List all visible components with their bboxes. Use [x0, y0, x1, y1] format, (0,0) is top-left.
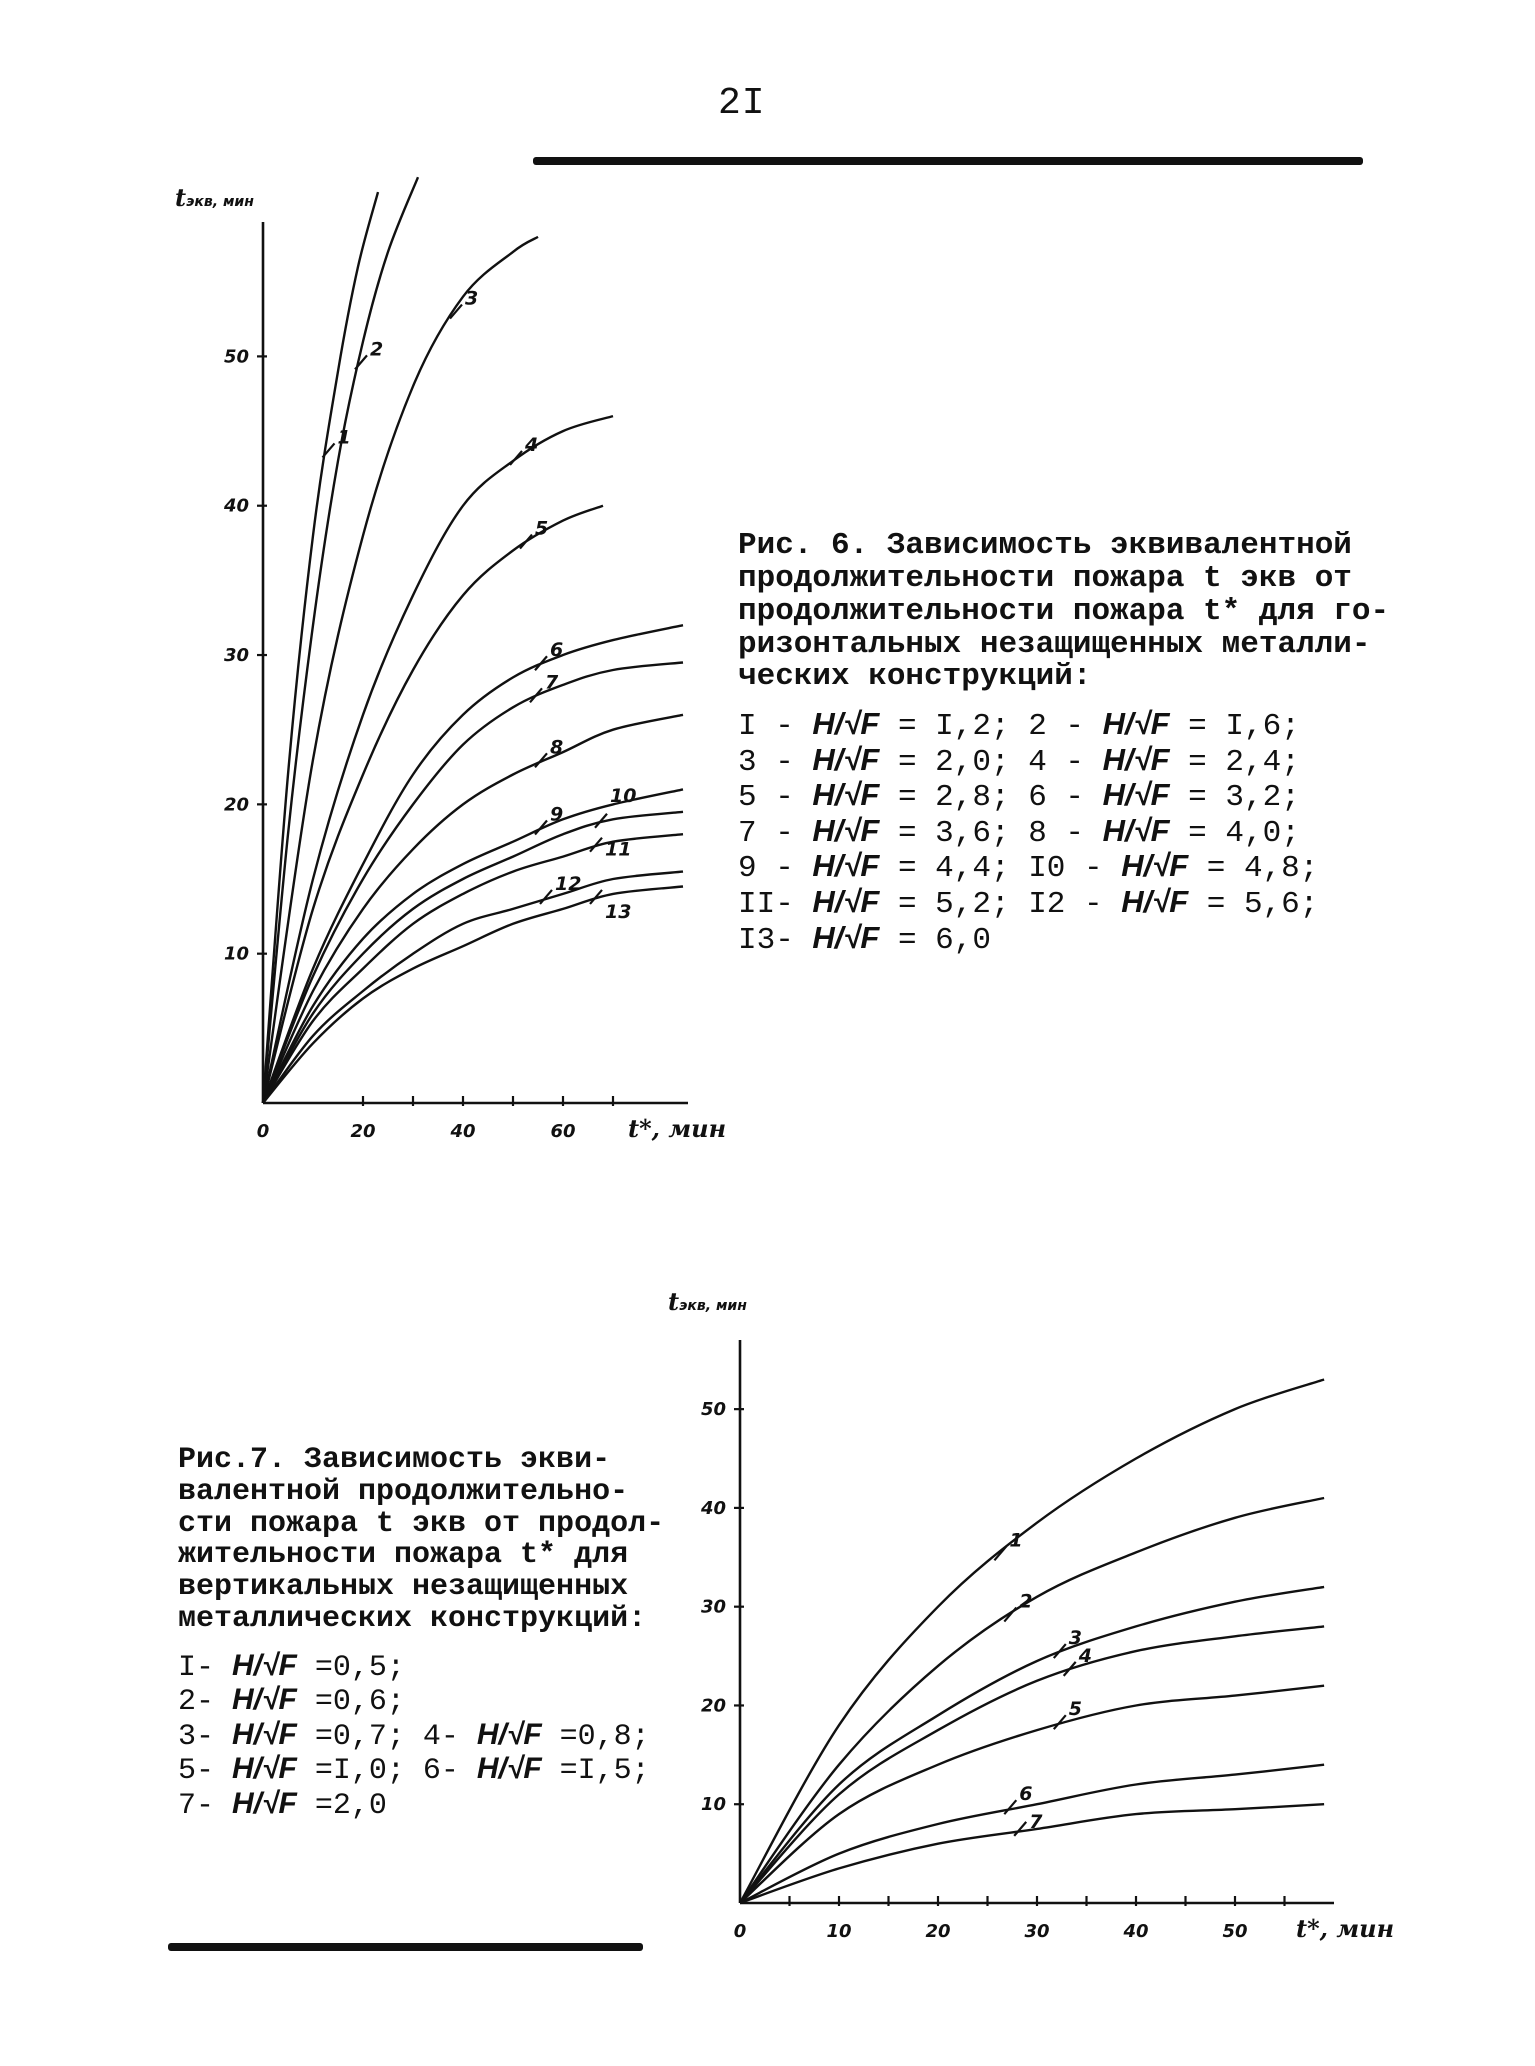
figure-6-caption [738, 528, 1390, 958]
legend-ratio: H/√F [812, 884, 880, 920]
legend-number: 7 - [738, 815, 813, 851]
legend-number: I - [738, 709, 813, 745]
legend-ratio: H/√F [812, 919, 880, 955]
series-12-label: 12 [555, 872, 582, 895]
series-1-label: 1 [337, 426, 351, 449]
legend-ratio: H/√F [812, 777, 880, 813]
legend-row [738, 812, 1358, 851]
series-2-leader [355, 355, 367, 369]
legend-row [738, 779, 1358, 815]
series-6-leader [1004, 1800, 1016, 1814]
y-tick-label: 30 [223, 645, 249, 667]
legend-item [178, 1786, 387, 1823]
legend-ratio: H/√F [1102, 812, 1170, 848]
caption-line: Рис. 6. Зависимость эквивалентной [738, 528, 1352, 563]
legend-row [738, 886, 1358, 922]
figure-7-legend [178, 1648, 650, 1823]
caption-line: Рис.7. Зависимость экви- [178, 1443, 611, 1477]
legend-value: = 2,8; [879, 780, 1029, 816]
figure-6-chart [175, 177, 726, 1143]
legend-number: I- [178, 1650, 233, 1685]
legend-row [178, 1752, 650, 1789]
legend-number: 6- [422, 1754, 477, 1789]
legend-item [738, 741, 1029, 780]
legend-item [1028, 706, 1300, 745]
legend-item [738, 919, 991, 958]
caption-line: жительности пожара t* для [178, 1538, 629, 1573]
legend-value: = 2,0; [879, 744, 1029, 780]
caption-line: вертикальных незащищенных [178, 1570, 629, 1605]
legend-ratio: H/√F [1102, 741, 1170, 777]
legend-number: 9 - [738, 851, 813, 887]
y-tick-label: 10 [700, 1794, 726, 1816]
y-axis-title: tэкв, мин [668, 1287, 747, 1316]
series-2-label: 2 [370, 338, 384, 361]
series-13-label: 13 [605, 900, 632, 923]
series-7-leader [1014, 1822, 1026, 1836]
series-5-label: 5 [1068, 1698, 1083, 1721]
x-tick-label: 50 [1222, 1921, 1248, 1942]
legend-value: =2,0 [296, 1788, 387, 1823]
legend-value: = I,2; [879, 709, 1029, 745]
legend-item [738, 777, 1029, 816]
legend-number: I2 - [1028, 887, 1122, 923]
y-tick-label: 50 [223, 346, 249, 368]
legend-item [1028, 812, 1300, 851]
series-8-label: 8 [550, 736, 564, 759]
series-7-leader [530, 688, 542, 702]
legend-number: 8 - [1028, 815, 1103, 851]
legend-ratio: H/√F [232, 1717, 297, 1751]
y-tick-label: 20 [223, 794, 249, 816]
legend-item [1028, 848, 1319, 887]
legend-number: 4 - [1028, 744, 1103, 780]
series-6-label: 6 [1019, 1783, 1033, 1806]
x-axis-title: t*, мин [1296, 1914, 1395, 1943]
x-tick-label: 30 [1024, 1921, 1050, 1942]
legend-ratio: H/√F [232, 1786, 297, 1820]
y-axis-title: tэкв, мин [175, 183, 254, 212]
legend-value: =0,6; [296, 1685, 405, 1720]
legend-row [178, 1650, 638, 1685]
legend-ratio: H/√F [1102, 777, 1170, 813]
legend-row [178, 1684, 638, 1719]
y-tick-label: 40 [700, 1497, 726, 1519]
legend-ratio: H/√F [1102, 706, 1170, 742]
y-tick-label: 10 [223, 943, 249, 965]
legend-value: = 5,2; [879, 887, 1029, 923]
legend-number: I3- [738, 922, 813, 958]
page-number: 2I [718, 82, 766, 125]
series-7-label: 7 [545, 671, 559, 694]
series-6-label: 6 [550, 639, 564, 662]
legend-ratio: H/√F [476, 1717, 542, 1751]
y-tick-label: 20 [700, 1695, 726, 1717]
legend-number: II- [738, 887, 813, 923]
caption-line: продолжительности пожара t экв от [738, 560, 1352, 596]
legend-item [178, 1648, 405, 1685]
series-3-label: 3 [1068, 1627, 1083, 1650]
legend-item [738, 884, 1029, 923]
legend-value: = 4,4; [879, 851, 1029, 887]
legend-value: = I,6; [1169, 709, 1300, 745]
legend-item [178, 1717, 423, 1754]
legend-ratio: H/√F [476, 1752, 542, 1786]
y-tick-label: 30 [700, 1596, 726, 1618]
series-7-label: 7 [1029, 1810, 1043, 1833]
legend-value: = 3,6; [879, 815, 1029, 851]
x-tick-label: 10 [826, 1921, 852, 1942]
legend-value: = 2,4; [1169, 744, 1300, 780]
legend-item [178, 1685, 405, 1719]
y-tick-label: 50 [700, 1399, 726, 1421]
legend-number: 4- [422, 1719, 477, 1754]
legend-value: = 4,8; [1188, 851, 1319, 887]
legend-item [738, 812, 1029, 851]
caption-line: ческих конструкций: [738, 659, 1092, 695]
x-tick-label: 40 [450, 1121, 476, 1142]
caption-line: ризонтальных незащищенных металли- [738, 626, 1371, 662]
series-3-label: 3 [465, 287, 479, 310]
legend-number: 5 - [738, 780, 813, 816]
legend-ratio: H/√F [1121, 848, 1189, 884]
legend-row [178, 1717, 650, 1754]
caption-line: металлических конструкций: [178, 1601, 647, 1636]
legend-value: = 6,0 [879, 922, 991, 958]
legend-value: =0,5; [296, 1650, 405, 1685]
series-5-leader [520, 535, 532, 549]
legend-ratio: H/√F [232, 1648, 297, 1682]
legend-value: =I,0; [296, 1754, 423, 1789]
x-tick-label: 0 [256, 1121, 270, 1142]
legend-number: 2- [178, 1685, 233, 1720]
legend-number: 2 - [1028, 709, 1103, 745]
legend-ratio: H/√F [1121, 884, 1189, 920]
legend-number: 6 - [1028, 780, 1103, 816]
caption-line: продолжительности пожара t* для го- [738, 593, 1390, 629]
series-4-label: 4 [1078, 1644, 1092, 1667]
legend-item [178, 1754, 423, 1788]
legend-number: 7- [178, 1788, 233, 1823]
series-5-label: 5 [535, 517, 549, 540]
legend-row [738, 741, 1358, 780]
legend-number: 3 - [738, 744, 813, 780]
series-10-label: 10 [610, 784, 637, 807]
series-2-line [740, 1498, 1324, 1903]
legend-ratio: H/√F [232, 1752, 297, 1786]
legend-row [738, 708, 1358, 744]
x-tick-label: 20 [350, 1121, 376, 1142]
x-tick-label: 60 [550, 1121, 576, 1142]
legend-item [1028, 884, 1319, 923]
figure-6-legend [738, 708, 1358, 957]
caption-line: валентной продолжительно- [178, 1474, 629, 1509]
series-11-label: 11 [605, 838, 632, 861]
legend-number: 3- [178, 1719, 233, 1754]
legend-value: = 3,2; [1169, 780, 1300, 816]
series-1-line [263, 192, 378, 1103]
legend-item [738, 706, 1029, 745]
legend-item [423, 1754, 650, 1788]
legend-ratio: H/√F [812, 848, 880, 884]
x-tick-label: 0 [733, 1921, 747, 1942]
legend-row [738, 919, 1358, 958]
legend-value: =0,8; [541, 1719, 650, 1754]
y-tick-label: 40 [223, 495, 249, 517]
series-4-label: 4 [525, 433, 539, 456]
figure-7-caption-text [178, 1443, 665, 1636]
legend-item [1028, 741, 1300, 780]
legend-ratio: H/√F [812, 812, 880, 848]
series-3-line [263, 237, 538, 1103]
legend-number: I0 - [1028, 851, 1122, 887]
series-4-leader [510, 451, 522, 465]
figure-6-caption-text [738, 528, 1390, 695]
figure-7-caption [178, 1443, 665, 1823]
legend-item [422, 1717, 650, 1754]
legend-value: = 4,0; [1169, 815, 1300, 851]
series-2-label: 2 [1019, 1590, 1033, 1613]
legend-ratio: H/√F [232, 1683, 297, 1717]
series-9-label: 9 [550, 803, 564, 826]
legend-ratio: H/√F [812, 706, 880, 742]
x-tick-label: 20 [925, 1921, 951, 1942]
figure-7-chart [668, 1287, 1394, 1943]
legend-value: =0,7; [296, 1719, 423, 1754]
legend-item [1028, 777, 1300, 816]
legend-row [738, 850, 1358, 886]
legend-value: =I,5; [541, 1754, 650, 1789]
series-4-line [740, 1626, 1324, 1903]
series-1-label: 1 [1009, 1529, 1023, 1552]
legend-row [178, 1788, 638, 1823]
legend-ratio: H/√F [812, 741, 880, 777]
legend-number: 5- [178, 1754, 233, 1789]
x-tick-label: 40 [1123, 1921, 1149, 1942]
legend-item [738, 848, 1029, 887]
x-axis-title: t*, мин [628, 1114, 727, 1143]
legend-value: = 5,6; [1188, 887, 1319, 923]
caption-line: сти пожара t экв от продол- [178, 1506, 665, 1541]
